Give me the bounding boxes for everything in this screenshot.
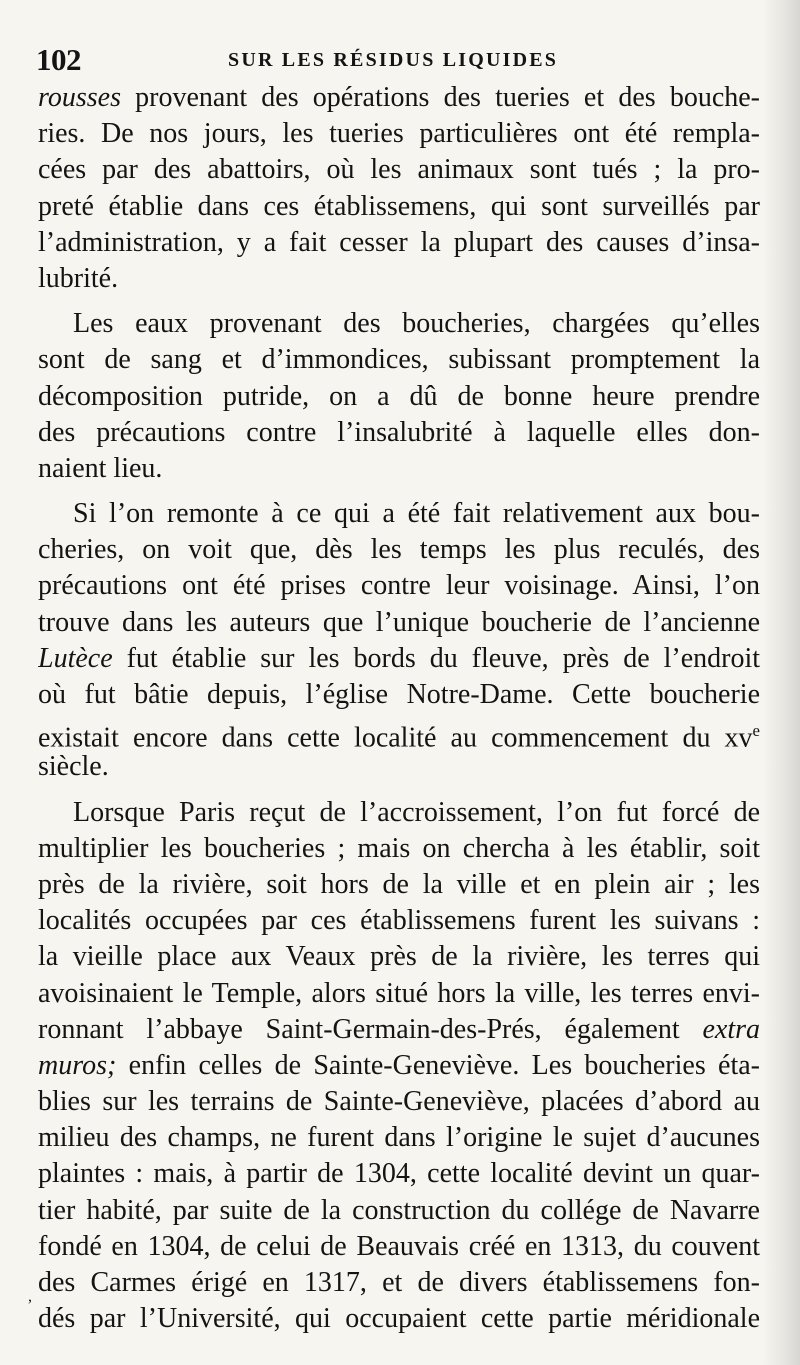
line-text: des Carmes érigé en 1317, et de divers établissemens fon-: [38, 1267, 760, 1298]
line-text: fut établie sur les bords du fleuve, près de l’endroit: [112, 642, 760, 674]
text-line: [38, 496, 760, 532]
line-text: ries. De nos jours, les tueries particulières ont été rempla-: [38, 118, 760, 150]
italic-text: extra: [702, 1013, 760, 1045]
text-line: [38, 795, 760, 831]
text-line: [38, 1301, 760, 1337]
line-text: preté établie dans ces établissemens, qui sont surveillés par: [38, 190, 760, 222]
line-text: enfin celles de Sainte-Geneviève. Les boucheries éta-: [116, 1049, 760, 1081]
text-line: [38, 1012, 760, 1048]
line-text: l’administration, y a fait cesser la plupart des causes d’insa-: [38, 226, 760, 258]
line-text: ronnant l’abbaye Saint-Germain-des-Prés, également: [38, 1013, 703, 1045]
text-line: [38, 1120, 760, 1156]
text-line: [38, 1229, 760, 1265]
line-text: fondé en 1304, de celui de Beauvais créé en 1313, du couvent: [38, 1230, 760, 1262]
text-line: [38, 189, 760, 225]
text-line: [38, 116, 760, 152]
line-text: blies sur les terrains de Sainte-Geneviève, placées d’abord au: [38, 1086, 760, 1118]
superscript-text: e: [752, 721, 760, 741]
text-line: [38, 713, 760, 749]
text-line: [38, 261, 760, 297]
italic-text: rousses: [38, 82, 121, 113]
line-text: provenant des opérations des tueries et des bouche-: [120, 82, 760, 113]
text-line: [38, 1265, 760, 1301]
text-line: [38, 342, 760, 378]
line-text: avoisinaient le Temple, alors situé hors la ville, les terres envi-: [38, 977, 760, 1009]
text-line: [38, 831, 760, 867]
line-text: lubrité.: [38, 262, 119, 294]
line-text: Lorsque Paris reçut de l’accroissement, l’on fut forcé de: [73, 796, 760, 828]
text-line: [38, 1156, 760, 1192]
line-text: cheries, on voit que, dès les temps les plus reculés, des: [38, 534, 760, 566]
text-line: [38, 568, 760, 604]
text-line: [38, 939, 760, 975]
text-line: [38, 415, 760, 451]
margin-mark: ,: [28, 1288, 32, 1305]
text-line: [38, 749, 760, 785]
text-line: [38, 225, 760, 261]
text-line: [38, 152, 760, 188]
body-text: [38, 80, 760, 1337]
page-number: 102: [36, 42, 81, 77]
line-text: existait encore dans cette localité au commencement du xv: [38, 722, 753, 750]
text-line: [38, 451, 760, 487]
text-line: [38, 867, 760, 903]
italic-text: muros;: [38, 1049, 117, 1081]
line-text: dés par l’Université, qui occupaient cette partie méridionale: [38, 1303, 760, 1335]
line-text: localités occupées par ces établissemens furent les suivans :: [38, 905, 760, 937]
line-text: précautions ont été prises contre leur voisinage. Ainsi, l’on: [38, 570, 760, 602]
line-text: naient lieu.: [38, 452, 163, 484]
running-title: SUR LES RÉSIDUS LIQUIDES: [228, 49, 559, 71]
text-line: [38, 677, 760, 713]
text-line: [38, 641, 760, 677]
text-line: [38, 1084, 760, 1120]
line-text: milieu des champs, ne furent dans l’origine le sujet d’aucunes: [38, 1122, 760, 1154]
text-line: [38, 306, 760, 342]
page-edge-shadow: [762, 0, 800, 1365]
line-text: tier habité, par suite de la construction du collége de Navarre: [38, 1194, 760, 1226]
line-text: sont de sang et d’immondices, subissant promptement la: [38, 344, 760, 376]
text-line: [38, 903, 760, 939]
line-text: multiplier les boucheries ; mais on chercha à les établir, soit: [38, 832, 760, 864]
text-line: [38, 976, 760, 1012]
italic-text: Lutèce: [38, 642, 113, 674]
line-text: siècle.: [38, 751, 109, 783]
line-text: Si l’on remonte à ce qui a été fait relativement aux bou-: [73, 498, 760, 530]
line-text: des précautions contre l’insalubrité à laquelle elles don-: [38, 416, 760, 448]
line-text: cées par des abattoirs, où les animaux sont tués ; la pro-: [38, 154, 760, 186]
text-line: [38, 80, 760, 116]
page-header: [36, 40, 756, 80]
line-text: décomposition putride, on a dû de bonne heure prendre: [38, 380, 760, 412]
text-line: [38, 605, 760, 641]
text-line: [38, 532, 760, 568]
text-line: [38, 379, 760, 415]
line-text: plaintes : mais, à partir de 1304, cette localité devint un quar-: [38, 1158, 760, 1190]
text-line: [38, 1048, 760, 1084]
line-text: Les eaux provenant des boucheries, chargées qu’elles: [73, 308, 760, 340]
line-text: près de la rivière, soit hors de la ville et en plein air ; les: [38, 868, 760, 900]
text-line: [38, 1193, 760, 1229]
line-text: la vieille place aux Veaux près de la rivière, les terres qui: [38, 941, 760, 973]
line-text: trouve dans les auteurs que l’unique boucherie de l’ancienne: [38, 606, 760, 638]
line-text: où fut bâtie depuis, l’église Notre-Dame. Cette boucherie: [38, 679, 760, 710]
